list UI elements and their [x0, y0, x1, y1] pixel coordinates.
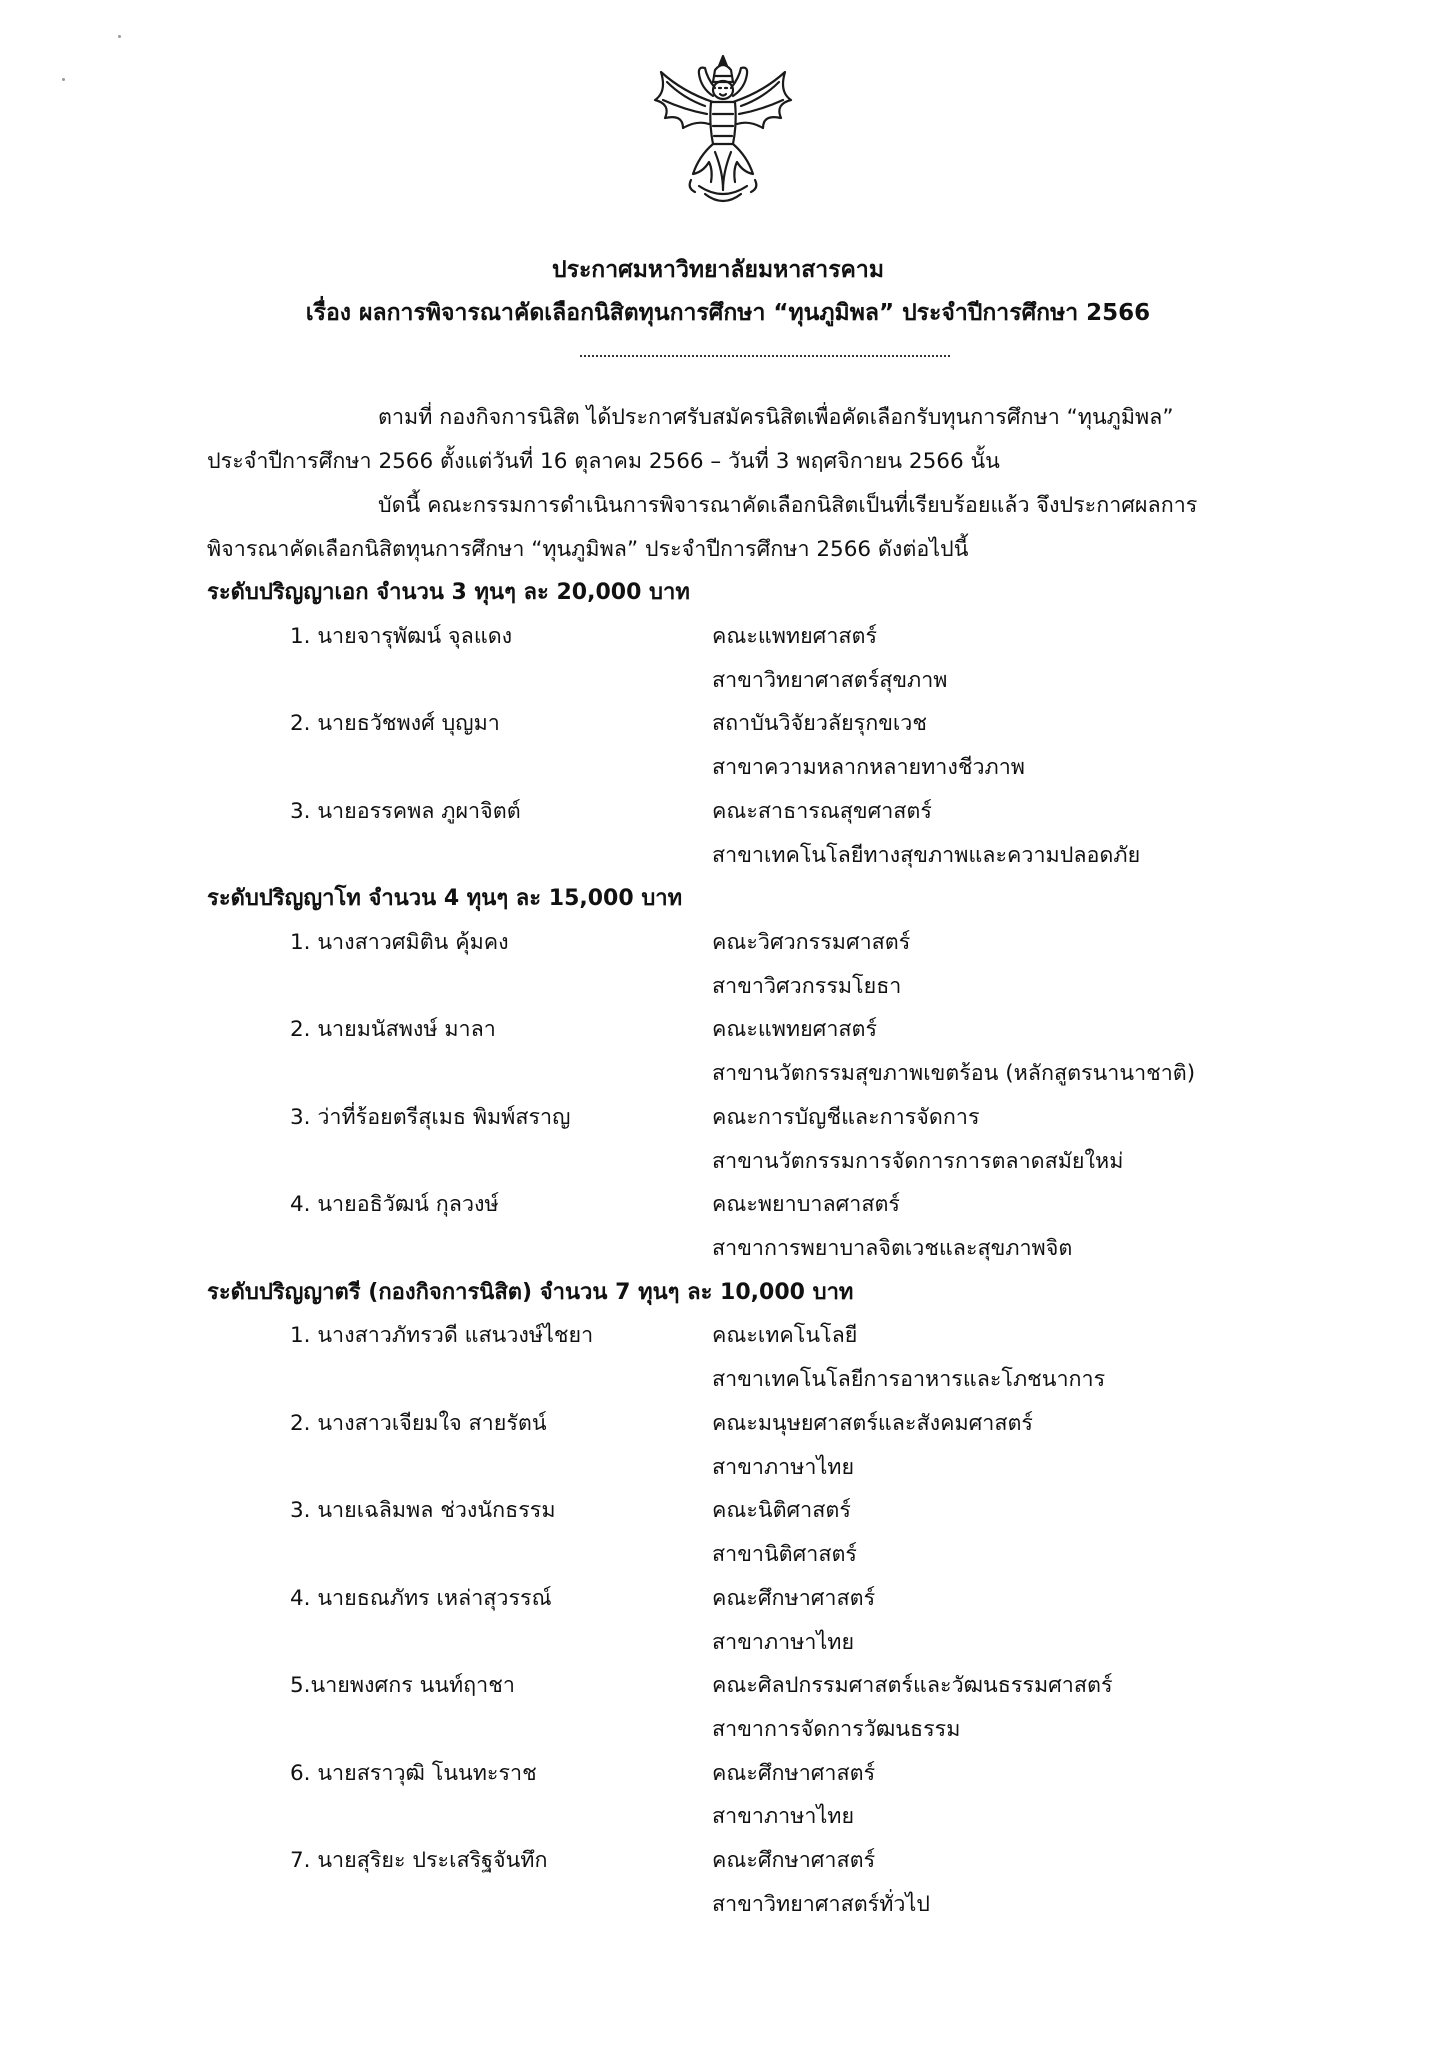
- garuda-emblem-icon: [643, 52, 803, 212]
- paragraph-2-line-1: บัดนี้ คณะกรรมการดำเนินการพิจารณาคัดเลือกนิสิตเป็นที่เรียบร้อยแล้ว จึงประกาศผลการ: [378, 493, 1198, 518]
- recipient-name: 7. นายสุริยะ ประเสริฐจันทึก: [290, 1848, 548, 1873]
- title-divider: [580, 355, 950, 357]
- recipient-major: สาขานวัตกรรมการจัดการการตลาดสมัยใหม่: [712, 1149, 1124, 1174]
- recipient-faculty: คณะเทคโนโลยี: [712, 1323, 858, 1348]
- recipient-name: 5.นายพงศกร นนท์ฤาชา: [290, 1673, 515, 1698]
- recipient-major: สาขาการพยาบาลจิตเวชและสุขภาพจิต: [712, 1236, 1073, 1261]
- paragraph-1-line-2: ประจำปีการศึกษา 2566 ตั้งแต่วันที่ 16 ตุลาคม 2566 – วันที่ 3 พฤศจิกายน 2566 นั้น: [207, 449, 1000, 474]
- recipient-name: 1. นายจารุพัฒน์ จุลแดง: [290, 624, 513, 649]
- recipient-faculty: คณะศิลปกรรมศาสตร์และวัฒนธรรมศาสตร์: [712, 1673, 1113, 1698]
- recipient-name: 2. นายธวัชพงศ์ บุญมา: [290, 711, 500, 736]
- recipient-faculty: คณะศึกษาศาสตร์: [712, 1848, 876, 1873]
- recipient-name: 4. นายอธิวัฒน์ กุลวงษ์: [290, 1192, 499, 1217]
- announcement-title: ประกาศมหาวิทยาลัยมหาสารคาม: [551, 257, 885, 283]
- section-heading-bachelor: ระดับปริญญาตรี (กองกิจการนิสิต) จำนวน 7 ทุนๆ ละ 10,000 บาท: [207, 1280, 854, 1305]
- recipient-faculty: คณะวิศวกรรมศาสตร์: [712, 930, 911, 955]
- recipient-faculty: คณะศึกษาศาสตร์: [712, 1761, 876, 1786]
- recipient-faculty: คณะศึกษาศาสตร์: [712, 1586, 876, 1611]
- announcement-subject: เรื่อง ผลการพิจารณาคัดเลือกนิสิตทุนการศึกษา “ทุนภูมิพล” ประจำปีการศึกษา 2566: [305, 300, 1151, 326]
- recipient-major: สาขาภาษาไทย: [712, 1804, 855, 1829]
- recipient-faculty: คณะสาธารณสุขศาสตร์: [712, 799, 932, 824]
- recipient-major: สาขานิติศาสตร์: [712, 1542, 857, 1567]
- recipient-major: สาขาความหลากหลายทางชีวภาพ: [712, 755, 1025, 780]
- recipient-faculty: คณะนิติศาสตร์: [712, 1498, 851, 1523]
- recipient-major: สาขาวิทยาศาสตร์ทั่วไป: [712, 1892, 930, 1917]
- paragraph-1-line-1: ตามที่ กองกิจการนิสิต ได้ประกาศรับสมัครนิสิตเพื่อคัดเลือกรับทุนการศึกษา “ทุนภูมิพล”: [378, 405, 1174, 430]
- recipient-faculty: คณะพยาบาลศาสตร์: [712, 1192, 900, 1217]
- recipient-name: 3. ว่าที่ร้อยตรีสุเมธ พิมพ์สราญ: [290, 1105, 571, 1130]
- recipient-major: สาขาเทคโนโลยีทางสุขภาพและความปลอดภัย: [712, 843, 1141, 868]
- paragraph-2-line-2: พิจารณาคัดเลือกนิสิตทุนการศึกษา “ทุนภูมิพล” ประจำปีการศึกษา 2566 ดังต่อไปนี้: [207, 537, 969, 562]
- recipient-major: สาขาวิทยาศาสตร์สุขภาพ: [712, 668, 948, 693]
- recipient-faculty: คณะแพทยศาสตร์: [712, 1017, 878, 1042]
- recipient-name: 3. นายอรรคพล ภูผาจิตต์: [290, 799, 521, 824]
- recipient-major: สาขานวัตกรรมสุขภาพเขตร้อน (หลักสูตรนานาชาติ): [712, 1061, 1196, 1086]
- section-heading-master: ระดับปริญญาโท จำนวน 4 ทุนๆ ละ 15,000 บาท: [207, 886, 683, 911]
- recipient-name: 2. นางสาวเจียมใจ สายรัตน์: [290, 1411, 547, 1436]
- recipient-name: 1. นางสาวศมิติน คุ้มคง: [290, 930, 509, 955]
- recipient-major: สาขาวิศวกรรมโยธา: [712, 974, 902, 999]
- scan-speck: [118, 35, 121, 38]
- recipient-name: 2. นายมนัสพงษ์ มาลา: [290, 1017, 496, 1042]
- recipient-name: 6. นายสราวุฒิ โนนทะราช: [290, 1761, 537, 1786]
- recipient-faculty: สถาบันวิจัยวลัยรุกขเวช: [712, 711, 927, 736]
- scan-speck: [62, 78, 65, 81]
- recipient-major: สาขาการจัดการวัฒนธรรม: [712, 1717, 961, 1742]
- recipient-faculty: คณะมนุษยศาสตร์และสังคมศาสตร์: [712, 1411, 1033, 1436]
- recipient-name: 1. นางสาวภัทรวดี แสนวงษ์ไชยา: [290, 1323, 594, 1348]
- section-heading-doctoral: ระดับปริญญาเอก จำนวน 3 ทุนๆ ละ 20,000 บาท: [207, 580, 690, 605]
- recipient-faculty: คณะการบัญชีและการจัดการ: [712, 1105, 980, 1130]
- recipient-name: 3. นายเฉลิมพล ช่วงนักธรรม: [290, 1498, 556, 1523]
- recipient-major: สาขาภาษาไทย: [712, 1455, 855, 1480]
- recipient-major: สาขาภาษาไทย: [712, 1630, 855, 1655]
- recipient-name: 4. นายธณภัทร เหล่าสุวรรณ์: [290, 1586, 552, 1611]
- recipient-faculty: คณะแพทยศาสตร์: [712, 624, 878, 649]
- recipient-major: สาขาเทคโนโลยีการอาหารและโภชนาการ: [712, 1367, 1106, 1392]
